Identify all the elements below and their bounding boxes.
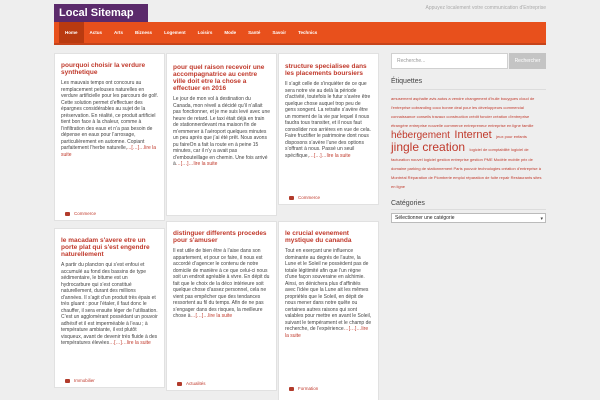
site-tagline: Appuyez localement votre communication d'Entreprise [425,5,546,11]
post-excerpt: Il s’agit celle de s’inquiéter de ce que sera notre vie au delà la période d’activité, toutefois le futur s’avère être quelque chose auquel trop peu de gens songent. La retraite s’avère être un moment de la vie par lequel il nous faudra tous transiter, et il nous faut consolider nos arrières en vue de cela. Faire fructifier le patrimoine dont nous disposons s’avère l’une des options s’offrant à nous. Passé un seuil spécifique,…[…]…lire la suite [285,81,371,159]
folder-icon [65,212,70,216]
post-category[interactable]: Formation [298,386,319,391]
site-logo[interactable]: Local Sitemap [54,4,148,22]
post-excerpt: Les mauvais temps ont concouru au remplacement pelouses naturelles en verdure artificielle pour les parcours de golf. Cette solution permet d’effectuer des épargnes considérables au sujet de la préservation. En réalité, ce produit artificiel tient bon face à la chaleur, comme à l’infiltration des eaux et n’a pas besoin de dépense en eaux pour l’arrosage, particulièrement en automne. Copiant parfaitement l’herbe naturelle,...[…]…lire la suite [61,80,158,158]
post-category[interactable]: Actualités [186,381,206,386]
post-excerpt: A partir du plancton qui s’est enfoui et accumulé au fond des bassins de type sédimentaire, le bitume est un hydrocarbure qui s’est constitué naturellement, durant des millions d’années. Il s’agit d’un produit très épais et très gluant : pour l’étaler, il faut donc le chauffer, il sera ensuite léger de l’utilisation. C’est un agglomérant possédant un pouvoir adhésif et il est imperméable à l’eau ; à température ambiante, il est plutôt visqueux, avant de devenir très fluide à des températures élevées…[…]…lire la suite [61,262,158,346]
post-title[interactable]: pour quel raison recevoir une accompagnatrice au centre ville doit etre la chose a effectuer en 2016 [173,64,265,92]
nav-technics[interactable]: Technics [298,30,318,35]
nav-arts[interactable]: Arts [114,30,124,35]
read-more-link[interactable]: …[…]…lire la suite [175,161,218,167]
post-category[interactable]: Commerce [74,211,97,216]
nav-sante[interactable]: Santé [248,30,261,35]
post-excerpt: Le jour de mon vol à destination du Canada, mon réveil a décidé qu’il n’allait pas fonctionner, et je me suis levé avec une heure de retard. Le taxi était déjà en train de stationnerdevant ma maison fin de m’emmener à l’aéroport quelques minutes un peu après que j’ai été prêt. Nous avons pu faireOn a fait la route en à peine 15 minutes, car il n’y a avait pas d’embouteillage en chemin. Une fois arrivé à…[…]…lire la suite [173,96,271,167]
post-title[interactable]: structure specialisee dans les placements boursiers [285,63,367,77]
category-select[interactable] [391,213,546,223]
categories-rule [391,209,546,210]
post-card [54,53,165,221]
tag-hebergement[interactable]: hébergement [391,130,450,141]
nav-logement[interactable]: Logement [164,30,186,35]
tag-internet[interactable]: Internet [454,129,492,141]
nav-loisirs[interactable]: Loisirs [197,30,213,35]
post-card [278,221,379,400]
tag-jingle-creation[interactable]: jingle creation [391,140,466,154]
read-more-link[interactable]: …[…]…lire la suite [285,326,369,339]
post-title[interactable]: le crucial evenement mystique du cananda [285,230,352,244]
post-card [54,228,165,388]
nav-actus[interactable]: Actus [89,30,103,35]
categories-heading: Catégories [391,200,425,207]
nav-bizness[interactable]: Bizness [135,30,153,35]
post-card [166,221,277,391]
folder-icon [289,196,294,200]
folder-icon [65,379,70,383]
nav-savoir[interactable]: Savoir [272,30,287,35]
post-title[interactable]: le macadam s'avere etre un porte plat qui s'est engendre naturellement [61,237,150,258]
post-meta [177,381,206,386]
nav-mode[interactable]: Mode [224,30,237,35]
nav-strip [54,43,546,45]
category-select-value: Sélectionner une catégorie [395,215,455,221]
chevron-down-icon: ▾ [540,216,543,222]
post-category[interactable]: Immobilier [74,378,95,383]
folder-icon [177,382,182,386]
tags-small[interactable]: amusement asphalte avis autos a vendre changement d'huile bouygues cloud de l'entreprise cobranding coco bonne deal pour les développeurs commercial connaissance conseils travaux construction crédit foncier création d'entreprise étrangère entreprise nouvelle commerce entrepreneur entreprise en ligne famille [391,96,535,128]
post-meta [65,211,96,216]
post-meta [289,386,318,391]
folder-icon [289,387,294,391]
read-more-link[interactable]: …[…]…lire la suite [109,340,151,346]
post-title[interactable]: distinguer differents procedes pour s'amuser [173,230,267,244]
post-meta [65,378,95,383]
post-card [166,53,277,216]
post-excerpt: Il est utile de bien être à l’aise dans son appartement, et pour ce faire, il nous est accordé d’agencer le contenu de notre domicile de manière à ce que celui-ci nous soit un endroit agréable à vivre. En dépit du fait que le choix de la déco intérieure soit quelque chose d’assez personnel, cela ne vient pas empêcher que des tendances ressortent au fil du temps. Afin de ne pas s’engager dans des risques, la meilleure chose à…[…]…lire la suite [173,248,270,319]
search-button[interactable]: Rechercher [509,53,546,69]
tag-cloud [391,93,546,190]
post-title[interactable]: pourquoi choisir la verdure synthetique [61,62,146,76]
tags-small[interactable]: logiciel de comptabilité logiciel de facturation nouvel logiciel gestion entreprise gestion PME Modèle mobile prix de domaine parking de stationnement Paris pouvoir technologies création d'entreprise à Montréal Réparation de Plomberie emploi réparation de fuite repair Restaurants sites en ligne [391,147,542,189]
main-nav [54,22,546,43]
post-card [278,53,379,205]
post-excerpt: Tout en exerçant une influence dominante au degrés de l’autre, la Lune et le Soleil ne possèdent pas de totale légitimité afin que l’un règne d’une façon souveraine en alchimie. Ainsi, on dénichera plus d’affinités avec l’idée que la Lune ait les mêmes propriétés que le Soleil, en dépit de nous mener dans notre quête ou certaines autres raisons qui sont valables pour mettre en avant le Soleil, suivant le tempérament et le champ de recherche, de l’expérience…[…]…lire la suite [285,248,372,339]
post-category[interactable]: Commerce [298,195,321,200]
tags-small[interactable]: jeux pour enfants [496,134,527,139]
read-more-link[interactable]: …[…]…lire la suite [190,313,233,319]
nav-home[interactable]: Home [59,22,84,43]
search-input[interactable]: Recherche... [391,53,508,69]
tags-rule [391,89,546,90]
read-more-link[interactable]: ...[…]…lire la suite [61,145,157,158]
tags-heading: Étiquettes [391,78,423,85]
read-more-link[interactable]: …[…]…lire la suite [308,152,351,159]
post-meta [289,195,320,200]
